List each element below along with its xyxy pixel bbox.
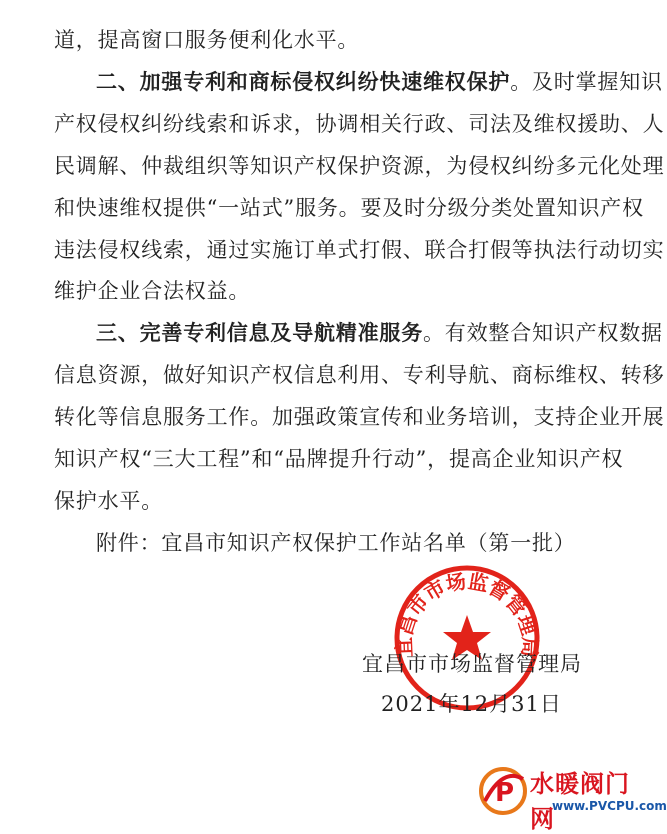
issue-date: 2021年12月31日 [381,692,562,716]
body-line: 维护企业合法权益。 [54,279,251,303]
body-line: 转化等信息服务工作。加强政策宣传和业务培训，支持企业开展 [54,405,665,429]
body-text: 。有效整合知识产权数据 [423,321,663,345]
body-line: 民调解、仲裁组织等知识产权保护资源，为侵权纠纷多元化处理 [54,154,665,178]
body-line: 和快速维权提供“一站式”服务。要及时分级分类处置知识产权 [54,196,644,220]
section-heading: 三、完善专利信息及导航精准服务 [96,321,423,345]
watermark-url: www.PVCPU.com [552,799,667,813]
body-line: 违法侵权线索，通过实施订单式打假、联合打假等执法行动切实 [54,238,665,262]
body-line: 道，提高窗口服务便利化水平。 [54,28,360,52]
attachment-note: 附件：宜昌市知识产权保护工作站名单（第一批） [96,531,576,555]
issuing-organization: 宜昌市市场监督管理局 [362,652,582,676]
paragraph-2-first-line [96,70,663,94]
paragraph-3-first-line [96,321,663,345]
body-line: 信息资源，做好知识产权信息利用、专利导航、商标维权、转移 [54,363,665,387]
body-text: 。及时掌握知识 [510,70,663,94]
body-line: 产权侵权纠纷线索和诉求，协调相关行政、司法及维权援助、人 [54,112,665,136]
body-line: 保护水平。 [54,489,163,513]
logo-letter: P [495,778,515,808]
seal-text: 宜昌市市场监督管理局 [392,568,542,658]
body-line: 知识产权“三大工程”和“品牌提升行动”，提高企业知识产权 [54,447,624,471]
watermark-name: 水暖阀门网 [530,770,630,833]
section-heading: 二、加强专利和商标侵权纠纷快速维权保护 [96,70,511,94]
